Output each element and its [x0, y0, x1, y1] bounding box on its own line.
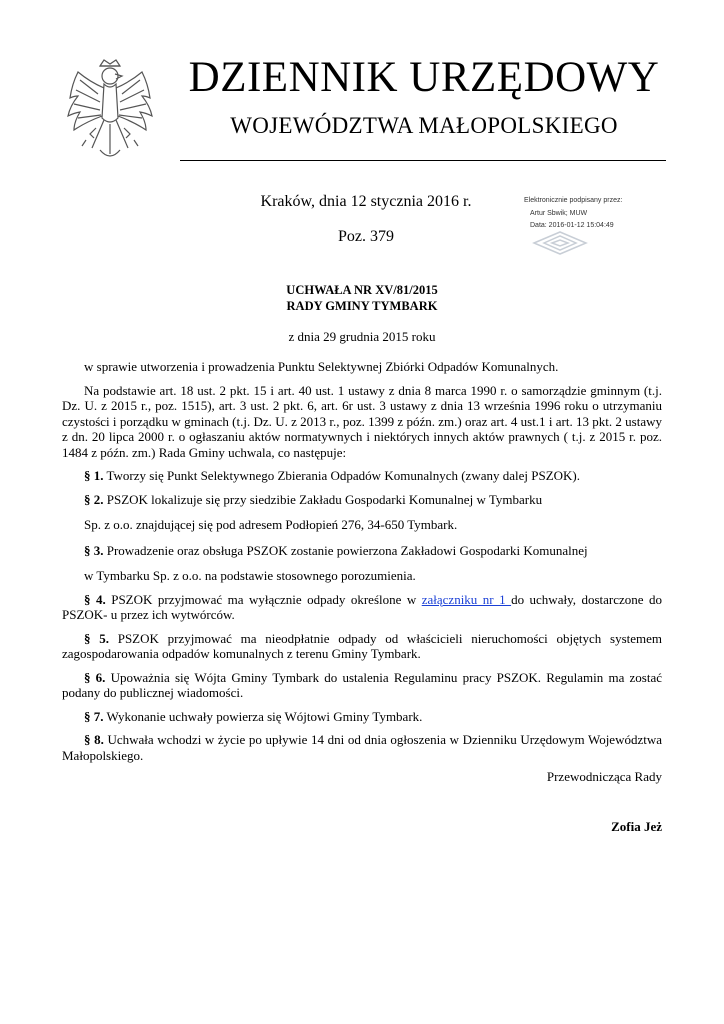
- paragraph-3-continuation: w Tymbarku Sp. z o.o. na podstawie stosownego porozumienia.: [84, 568, 416, 583]
- resolution-content: [62, 359, 662, 771]
- paragraph-2-continuation: Sp. z o.o. znajdującej się pod adresem Podłopień 276, 34-650 Tymbark.: [84, 517, 458, 532]
- paragraph-3-number: § 3.: [84, 542, 104, 558]
- paragraph-8-text: Uchwała wchodzi w życie po upływie 14 dni od dnia ogłoszenia w Dzienniku Urzędowym Województwa Małopolskiego.: [62, 732, 663, 763]
- paragraph-1: [62, 468, 662, 484]
- paragraph-7-text: Wykonanie uchwały powierza się Wójtowi Gminy Tymbark.: [103, 708, 423, 724]
- paragraph-2-text: PSZOK lokalizuje się przy siedzibie Zakładu Gospodarki Komunalnej w Tymbarku: [103, 491, 543, 507]
- resolution-date: z dnia 29 grudnia 2015 roku: [288, 329, 436, 344]
- chairperson-name: Zofia Jeż: [611, 819, 662, 834]
- paragraph-1-text: Tworzy się Punkt Selektywnego Zbierania Odpadów Komunalnych (zwany dalej PSZOK).: [103, 468, 580, 483]
- white-eagle-emblem-icon: [60, 58, 160, 168]
- resolution-heading: [186, 282, 538, 314]
- electronic-signature-stamp: [524, 196, 674, 260]
- place-and-date: Kraków, dnia 12 stycznia 2016 r.: [260, 193, 472, 210]
- paragraph-8: [62, 732, 662, 763]
- paragraph-4-number: § 4.: [84, 591, 106, 607]
- signature-stamp-icon: [530, 230, 590, 256]
- paragraph-6: [62, 670, 662, 701]
- paragraph-1-number: § 1.: [84, 468, 104, 483]
- paragraph-4: [62, 592, 662, 623]
- resolution-number: UCHWAŁA NR XV/81/2015: [286, 283, 438, 297]
- annex-1-link[interactable]: załączniku nr 1: [421, 591, 512, 607]
- paragraph-3-text: Prowadzenie oraz obsługa PSZOK zostanie powierzona Zakładowi Gospodarki Komunalnej: [103, 542, 588, 558]
- chairperson-role: Przewodnicząca Rady: [546, 769, 662, 784]
- paragraph-8-number: § 8.: [84, 732, 104, 747]
- resolution-subject: w sprawie utworzenia i prowadzenia Punktu Selektywnej Zbiórki Odpadów Komunalnych.: [84, 359, 559, 374]
- paragraph-6-number: § 6.: [84, 669, 106, 685]
- paragraph-2-number: § 2.: [84, 491, 104, 507]
- paragraph-4-text-a: PSZOK przyjmować ma wyłącznie odpady określone w: [105, 591, 422, 607]
- resolution-body: RADY GMINY TYMBARK: [286, 299, 438, 313]
- signature-date: Data: 2016-01-12 15:04:49: [530, 222, 614, 229]
- paragraph-6-text: Upoważnia się Wójta Gminy Tymbark do ustalenia Regulaminu pracy PSZOK. Regulamin ma zostać podany do publicznej wiadomości.: [62, 669, 663, 700]
- signature-label: Elektronicznie podpisany przez:: [524, 197, 623, 204]
- position-number: Poz. 379: [338, 228, 394, 245]
- paragraph-5-text: PSZOK przyjmować ma nieodpłatnie odpady od właścicieli nieruchomości objętych systemem zagospodarowania odpadów komunalnych z terenu Gminy Tymbark.: [62, 630, 663, 661]
- signature-signer: Artur Sbwik; MUW: [530, 210, 588, 217]
- paragraph-4-text-b: do uchwały, dostarczone do PSZOK- u przez ich wytwórców.: [62, 591, 663, 622]
- legal-basis: Na podstawie art. 18 ust. 2 pkt. 15 i art. 40 ust. 1 ustawy z dnia 8 marca 1990 r. o samorządzie gminnym (t.j. Dz. U. z 2015 r., poz. 1515), art. 3 ust. 2 pkt. 6, art. 6r ust. 3 ustawy z dnia 13 września 1996 roku o utrzymaniu czystości i porządku w gminach (t.j. Dz. U. z 2013 r., poz. 1399 z późn. zm.) oraz art. 4 ust.1 i art. 13 pkt. 2 ustawy z dn. 20 lipca 2000 r. o ogłaszaniu aktów normatywnych i niektórych innych aktów prawnych ( t.j. z 2015 r. poz. 1484 z późn. zm.) Rada Gminy uchwala, co następuje:: [62, 382, 662, 460]
- paragraph-5-number: § 5.: [84, 630, 109, 646]
- journal-subtitle: WOJEWÓDZTWA MAŁOPOLSKIEGO: [230, 113, 618, 138]
- paragraph-5: [62, 631, 662, 662]
- paragraph-7-number: § 7.: [84, 708, 104, 724]
- paragraph-7: [62, 709, 662, 725]
- journal-title: DZIENNIK URZĘDOWY: [188, 54, 660, 101]
- paragraph-2: [62, 492, 662, 508]
- header-divider: [180, 160, 666, 161]
- paragraph-3: [62, 543, 662, 559]
